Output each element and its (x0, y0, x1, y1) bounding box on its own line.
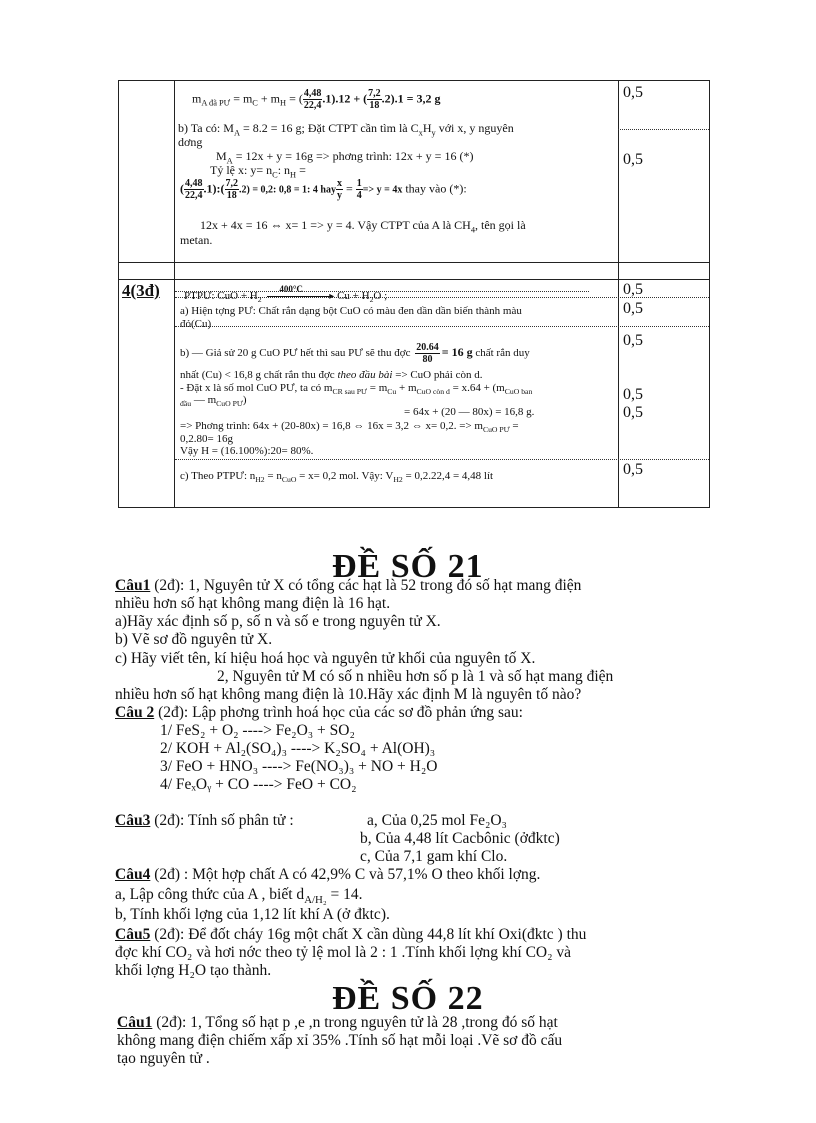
equation: 4/ FeₓOᵧ + CO ----> FeO + CO₂ (160, 776, 357, 793)
text-line: metan. (180, 233, 213, 247)
fraction: $\frac{20.64}{80}$ (416, 342, 439, 365)
fraction: $\frac{x}{y}$ (336, 178, 342, 201)
text-line: a, Lập công thức của A , biết $d_{A/H_2} = 14$. (115, 886, 363, 907)
score: 0,5 (623, 332, 643, 349)
equation: 1/ FeS₂ + O₂ ----> Fe₂O₃ + SO₂ (160, 722, 355, 739)
question-4: Câu4 (2đ) : Một hợp chất A có 42,9% C và 57,1% O theo khối lợng. (115, 866, 541, 883)
question-3: Câu3 (2đ): Tính số phân tử : (115, 812, 294, 829)
equation: 3/ FeO + HNO₃ ----> Fe(NO₃)₃ + NO + H₂O (160, 758, 438, 775)
text-line: => Phơng trình: 64x + (20-80x) = 16,8 ⇔ 16x = 3,2 ⇔ x= 0,2. => $m_{CuO PƯ}$ = (180, 420, 519, 435)
text-line: = 64x + (20 — 80x) = 16,8 g. (404, 406, 535, 418)
fraction: $\frac{1}{4}$ (356, 178, 362, 201)
equation-line: $M_A = 12x + y = 16g$ => phơng trình: 12x + y = 16 (*) (216, 149, 474, 166)
text-line: a)Hãy xác định số p, số n và số e trong nguyên tử X. (115, 613, 441, 630)
score-divider (618, 129, 709, 130)
text-line: Vậy H = (16.100%):20= 80%. (180, 445, 314, 457)
text-line: nhiều hơn số hạt không mang điện là 10.Hãy xác định M là nguyên tố nào? (115, 686, 582, 703)
exam-title: ĐỀ SỐ 21 (332, 548, 484, 585)
fraction: $\frac{7,2}{18}$ (368, 88, 381, 111)
ratio-calc-line: ( $\frac{4,48}{22,4}$ .1):( $\frac{7,2}{18}$ .2) = 0,2: 0,8 = 1: 4 hay $\frac{x}{y}$ = $\frac{1}{4}$ => y = 4x thay vào (*): (180, 178, 467, 201)
text-line: tạo nguyên tử . (117, 1050, 210, 1067)
text-line: không mang điện chiếm xấp xỉ 35% .Tính số hạt mỗi loại .Vẽ sơ đồ cấu (117, 1032, 563, 1049)
question-2: Câu 2 (2đ): Lập phơng trình hoá học của các sơ đồ phản ứng sau: (115, 704, 523, 721)
question-1: Câu1 (2đ): 1, Nguyên tử X có tổng các hạt là 52 trong đó số hạt mang điện (115, 577, 582, 594)
question-5: Câu5 (2đ): Để đốt cháy 16g một chất X cần dùng 44,8 lít khí Oxi(đktc ) thu (115, 926, 587, 943)
result-line: 12x + 4x = 16 ⇔ x= 1 => y = 4. Vậy CTPT của A là $CH_4$, tên gọi là (200, 218, 526, 235)
table-col-divider (174, 81, 175, 507)
text-line: đợc khí CO₂ và hơi nớc theo tỷ lệ mol là 2 : 1 .Tính khối lợng khí CO₂ và (115, 944, 572, 961)
part-b-line: b) — Giả sử 20 g CuO PƯ hết thì sau PƯ sẽ thu đợc $\frac{20.64}{80}$ = 16 g chất rắn duy (180, 342, 530, 365)
score: 0,5 (623, 404, 643, 421)
reaction-equation: PTPƯ: CuO + $H_2$ 400°C ▸ $Cu + H_2O$ ; (184, 283, 388, 305)
text-line: khối lợng H₂O tạo thành. (115, 962, 272, 979)
table-row-divider (119, 262, 709, 263)
text-line: b, Của 4,48 lít Cacbônic (ởđktc) (360, 830, 560, 847)
text-line: a) Hiện tợng PƯ: Chất rắn dạng bột CuO có màu đen dần dần biến thành màu (180, 305, 522, 317)
table-col-divider (618, 81, 619, 507)
fraction: $\frac{4,48}{22,4}$ (185, 178, 203, 201)
text-line: - Đặt x là số mol CuO PƯ, ta có $m_{CR sau PƯ} = m_{Cu} + m_{CuO còn d} = x.64 + (m_{CuO ban}$ (180, 382, 533, 397)
score: 0,5 (623, 151, 643, 168)
question-1: Câu1 (2đ): 1, Tổng số hạt p ,e ,n trong nguyên tử là 28 ,trong đó số hạt (117, 1014, 558, 1031)
text-line: $_{đầu}$ — $m_{CuO PƯ}$) (180, 394, 247, 409)
text-line: 0,2.80= 16g (180, 433, 233, 445)
mass-calc-line: $m_{A đã PƯ} = m_C + m_H$ = ( $\frac{4,48}{22,4}$ .1).12 + ( $\frac{7,2}{18}$ .2).1 = 3,2 g (192, 88, 441, 111)
text-line: c) Theo PTPƯ: $n_{H2} = n_{CuO} = x= 0,2$ mol. Vậy: $V_{H2} = 0,2.22,4 = 4,48$ lít (180, 470, 494, 485)
text-line: a, Của 0,25 mol Fe₂O₃ (367, 812, 507, 829)
fraction: $\frac{7,2}{18}$ (225, 178, 238, 201)
text-line: c, Của 7,1 gam khí Clo. (360, 848, 508, 865)
text-line: b, Tính khối lợng của 1,12 lít khí A (ở đktc). (115, 906, 390, 923)
text-line: nhiều hơn số hạt không mang điện là 16 hạt. (115, 595, 391, 612)
equation: 2/ KOH + Al₂(SO₄)₃ ----> K₂SO₄ + Al(OH)₃ (160, 740, 436, 757)
score: 0,5 (623, 300, 643, 317)
ratio-line: Tỷ lệ x: $y= n_C$: $n_H$ = (210, 163, 306, 180)
score: 0,5 (623, 84, 643, 101)
part-b-line: b) Ta có: $M_A = 8.2 = 16$ g; Đặt CTPT cần tìm là $C_xH_y$ với x, y nguyên (178, 121, 514, 138)
score: 0,5 (623, 386, 643, 403)
question-number: 4(3đ) (122, 281, 160, 300)
text-line: nhất (Cu) < 16,8 g chất rắn thu đợc theo đầu bài => CuO phải còn d. (180, 369, 483, 381)
text-line: b) Vẽ sơ đồ nguyên tử X. (115, 631, 273, 648)
text-line: đỏ(Cu) (180, 318, 212, 330)
row-divider-dotted (175, 326, 709, 327)
reaction-arrow: 400°C ▸ (267, 296, 331, 297)
score: 0,5 (623, 281, 643, 298)
score: 0,5 (623, 461, 643, 478)
text-line: c) Hãy viết tên, kí hiệu hoá học và nguyên tử khối của nguyên tố X. (115, 650, 536, 667)
row-divider-dotted (175, 459, 709, 460)
fraction: $\frac{4,48}{22,4}$ (303, 88, 322, 111)
exam-title: ĐỀ SỐ 22 (332, 980, 484, 1017)
table-row-divider (119, 279, 709, 280)
text-line: dơng (178, 135, 203, 149)
text-line: 2, Nguyên tử M có số n nhiều hơn số p là 1 và số hạt mang điện (217, 668, 614, 685)
